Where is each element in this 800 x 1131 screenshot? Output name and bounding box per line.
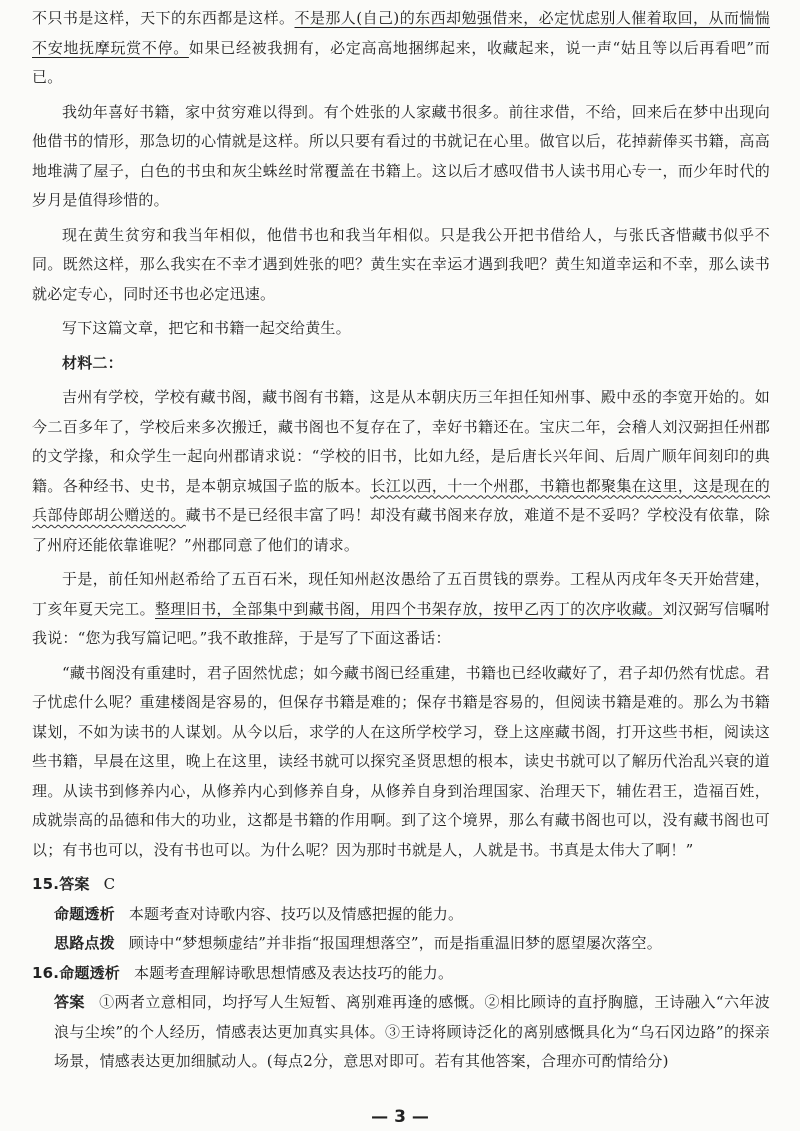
paragraph-5: 吉州有学校，学校有藏书阁，藏书阁有书籍，这是从本朝庆历三年担任知州事、殿中丞的李宽开始的。如今二百多年了，学校后来多次搬迁，藏书阁也不复存在了，幸好书籍还在。宝庆二年，会稽人刘汉弼担任州郡的文学掾，和众学生一起向州郡请求说：“学校的旧书，比如九经，是后唐长兴年间、后周广顺年间刻印的典籍。各种经书、史书，是本朝京城国子监的版本。长江以西，十一个州郡，书籍也都聚集在这里，这是现在的兵部侍郎胡公赠送的。藏书不是已经很丰富了吗！却没有藏书阁来存放，难道不是不妥吗？学校没有依靠，除了州府还能依靠谁呢？”州郡同意了他们的请求。 [32, 388, 771, 554]
question-16-analysis: 16.命题透析 本题考查理解诗歌思想情感及表达技巧的能力。 [32, 963, 454, 982]
paragraph-4: 写下这篇文章，把它和书籍一起交给黄生。 [62, 319, 351, 337]
underlined-sentence: 不是那人(自己)的东西却勉强借来，必定忧虑别人催着取回，从而惴惴不安地抚摩玩赏不停。 [32, 9, 771, 57]
underlined-sentence: 整理旧书，全部集中到藏书阁，用四个书架存放，按甲乙丙丁的次序收藏。 [155, 599, 663, 618]
question-number: 15. [32, 875, 60, 893]
paragraph-2: 我幼年喜好书籍，家中贫穷难以得到。有个姓张的人家藏书很多。前往求借，不给，回来后在梦中出现向他借书的情形，那急切的心情就是这样。所以只要有看过的书就记在心里。做官以后，花掉薪俸买书籍，高高地堆满了屋子，白色的书虫和灰尘蛛丝时常覆盖在书籍上。这以后才感叹借书人读书用心专一，而少年时代的岁月是值得珍惜的。 [32, 102, 770, 209]
paragraph-6: 于是，前任知州赵希给了五百石米，现任知州赵汝愚给了五百贯钱的票券。工程从丙戌年冬天开始营建，丁亥年夏天完工。整理旧书，全部集中到藏书阁，用四个书架存放，按甲乙丙丁的次序收藏。刘汉弼写信嘱咐我说：“您为我写篇记吧。”我不敢推辞，于是写了下面这番话： [32, 570, 770, 647]
wavy-underlined-sentence: 长江以西，十一个州郡，书籍也都聚集在这里，这是现在的兵部侍郎胡公赠送的。 [32, 476, 771, 524]
page-number: — 3 — [371, 1107, 429, 1127]
material-heading: 材料二： [62, 353, 123, 372]
paragraph-1: 不只书是这样，天下的东西都是这样。不是那人(自己)的东西却勉强借来，必定忧虑别人催着取回，从而惴惴不安地抚摩玩赏不停。如果已经被我拥有，必定高高地捆绑起来，收藏起来，说一声“姑且等以后再看吧”而已。 [32, 9, 771, 86]
question-15-answer: 15.答案 C [32, 875, 116, 893]
question-15-analysis: 命题透析 本题考查对诗歌内容、技巧以及情感把握的能力。 [54, 904, 464, 923]
paragraph-3: 现在黄生贫穷和我当年相似，他借书也和我当年相似。只是我公开把书借给人，与张氏吝惜藏书似乎不同。既然这样，那么我实在不幸才遇到姓张的吧？黄生实在幸运才遇到我吧？黄生知道幸运和不幸，那么读书就必定专心，同时还书也必定迅速。 [32, 225, 770, 303]
question-15-hint: 思路点拨 顾诗中“梦想频虚结”并非指“报国理想落空”，而是指重温旧梦的愿望屡次落空。 [54, 934, 662, 952]
paragraph-7: “藏书阁没有重建时，君子固然忧虑；如今藏书阁已经重建，书籍也已经收藏好了，君子却仍然有忧虑。君子忧虑什么呢？重建楼阁是容易的，但保存书籍是难的；保存书籍是容易的，但阅读书籍是难的。那么为书籍谋划，不如为读书的人谋划。从今以后，求学的人在这所学校学习，登上这座藏书阁，打开这些书柜，阅读这些书籍，早晨在这里，晚上在这里，读经书就可以探究圣贤思想的根本，读史书就可以了解历代治乱兴衰的道理。从读书到修养内心，从修养内心到修养自身，从修养自身到治理国家、治理天下，辅佐君王，造福百姓，成就崇高的品德和伟大的功业，这都是书籍的作用啊。到了这个境界，那么有藏书阁也可以，没有藏书阁也可以；有书也可以，没有书也可以。为什么呢？因为那时书就是人，人就是书。书真是太伟大了啊！” [32, 663, 770, 859]
question-16-answer: 答案 ①两者立意相同，均抒写人生短暂、离别难再逢的感慨。②相比顾诗的直抒胸臆，王诗融入“六年波浪与尘埃”的个人经历，情感表达更加真实具体。③王诗将顾诗泛化的离别感慨具化为“乌石冈边路”的探亲场景，情感表达更加细腻动人。(每点2分，意思对即可。若有其他答案，合理亦可酌情给分) [54, 993, 770, 1070]
question-number: 16. [32, 963, 60, 982]
